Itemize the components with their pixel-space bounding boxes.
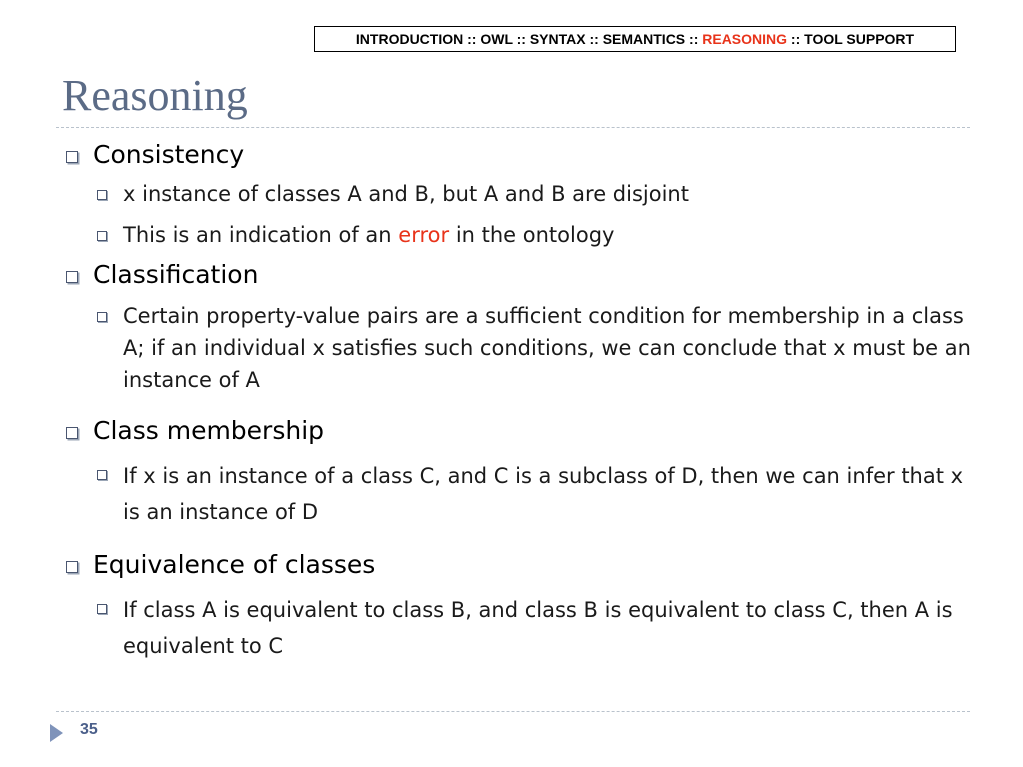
list-item (62, 178, 972, 211)
square-bullet-icon (97, 312, 107, 322)
square-bullet-icon (97, 470, 107, 480)
item-text: If class A is equivalent to class B, and class B is equivalent to class C, then A is equivalent to C (123, 598, 953, 658)
heading-text: Consistency (93, 140, 245, 169)
square-bullet-icon (97, 604, 107, 614)
item-text: x instance of classes A and B, but A and B are disjoint (123, 182, 689, 206)
page-number: 35 (80, 721, 98, 738)
triangle-arrow-icon (50, 724, 63, 742)
square-bullet-icon (66, 271, 78, 283)
slide-title: Reasoning (62, 71, 248, 120)
heading-text: Class membership (93, 416, 325, 445)
square-bullet-icon (66, 151, 78, 163)
top-divider (56, 127, 970, 128)
breadcrumb-current: REASONING (702, 31, 788, 47)
breadcrumb (314, 26, 956, 52)
item-text-after: in the ontology (449, 223, 615, 247)
slide-content (62, 136, 972, 664)
breadcrumb-prefix: INTRODUCTION :: OWL :: SYNTAX :: SEMANTICS :: (355, 31, 703, 47)
heading-text: Classification (93, 260, 259, 289)
highlighted-word: error (398, 223, 450, 247)
heading-text: Equivalence of classes (93, 550, 376, 579)
section-heading-classification (62, 256, 972, 294)
list-item (62, 300, 972, 396)
list-item (62, 458, 972, 530)
list-item (62, 219, 972, 252)
section-heading-equivalence (62, 546, 972, 584)
bottom-divider (56, 711, 970, 712)
item-text-before: This is an indication of an (123, 223, 399, 247)
breadcrumb-suffix: :: TOOL SUPPORT (787, 31, 915, 47)
square-bullet-icon (66, 427, 78, 439)
section-heading-class-membership (62, 412, 972, 450)
square-bullet-icon (66, 561, 78, 573)
square-bullet-icon (97, 190, 107, 200)
section-heading-consistency (62, 136, 972, 174)
item-text: Certain property-value pairs are a sufficient condition for membership in a class A; if an individual x satisfies such conditions, we can conclude that x must be an instance of A (123, 304, 971, 392)
list-item (62, 592, 972, 664)
item-text: If x is an instance of a class C, and C is a subclass of D, then we can infer that x is an instance of D (123, 464, 964, 524)
square-bullet-icon (97, 231, 107, 241)
